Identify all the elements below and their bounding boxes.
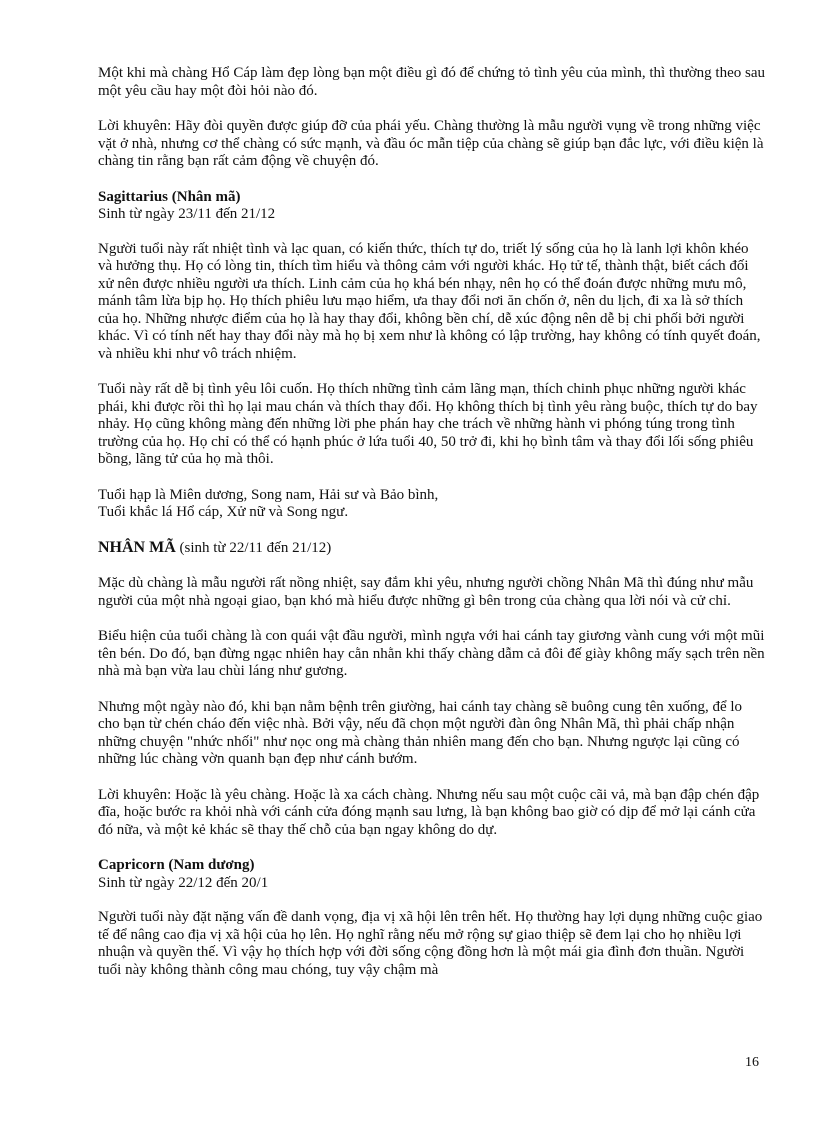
paragraph-sagittarius-traits: Người tuổi này rất nhiệt tình và lạc quan, có kiến thức, thích tự do, triết lý sống của họ là lanh lợi khôn khéo và hưởng thụ. Họ có lòng tin, thích tìm hiểu và thông cảm với người khác. Họ tử tế, thành thật, biết cách đối xử nên được nhiều người ưa thích. Linh cảm của họ khá bén nhạy, nên họ có thể đoán được những mưu mô, mánh tâm lừa bịp họ. Họ thích phiêu lưu mạo hiểm, ưa thay đổi nơi ăn chốn ở, nên du lịch, đi xa là sở thích của họ. Những nhược điểm của họ là hay thay đổi, không bền chí, dễ xúc động nên dễ bị chi phối bởi người khác. Vì có tính nết hay thay đổi này mà họ bị xem như là không có lập trường, hay không có tính quyết đoán, và nhiều khi như vô trách nhiệm. [98,240,761,362]
paragraph-advice-nhan-ma: Lời khuyên: Hoặc là yêu chàng. Hoặc là xa cách chàng. Nhưng nếu sau một cuộc cãi vả, mà bạn đập chén đập đĩa, hoặc bước ra khỏi nhà với cánh cửa đóng mạnh sau lưng, là bạn không bao giờ có dịp để mở lại cánh cửa đó nữa, và một kẻ khác sẽ thay thế chỗ của bạn ngay không do dự. [98,786,760,838]
incompatible-signs: Tuổi khắc lá Hổ cáp, Xử nữ và Song ngư. [98,504,349,520]
section-title-sagittarius: Sagittarius (Nhân mã) [98,188,241,205]
paragraph-intro: Một khi mà chàng Hổ Cáp làm đẹp lòng bạn một điều gì đó để chứng tỏ tình yêu của mình, thì thường theo sau một yêu cầu hay một đòi hỏi nào đó. [98,65,766,99]
section-dates-sagittarius: Sinh từ ngày 23/11 đến 21/12 [98,206,276,222]
section-title-nhan-ma: NHÂN MÃ [98,538,176,556]
document-page [98,65,766,979]
paragraph-capricorn-traits: Người tuổi này đặt nặng vấn đề danh vọng, địa vị xã hội lên trên hết. Họ thường hay lợi dụng những cuộc giao tế để nâng cao địa vị xã hội của họ lên. Họ nghĩ rằng nếu mở rộng sự giao thiệp sẽ đem lại cho họ nhiều lợi nhuận và quyền thế. Vì vậy họ thích hợp với đời sống cộng đồng hơn là một mái gia đình đơn thuần. Người tuổi này không thành công mau chóng, tuy vậy chậm mà [98,909,763,978]
section-capricorn-header [98,857,766,892]
section-nhan-ma-header [98,539,766,558]
paragraph-sagittarius-love: Tuổi này rất dễ bị tình yêu lôi cuốn. Họ thích những tình cảm lãng mạn, thích chinh phục những người khác phái, khi được rồi thì họ lại mau chán và thích thay đổi. Họ không thích bị tình yêu ràng buộc, thích tự do bay nhảy. Họ cũng không màng đến những lời phe phán hay che trách về những hành vi phóng túng trong tình trường của họ. Họ chỉ có thể có hạnh phúc ở lứa tuổi 40, 50 trở đi, khi họ bình tâm và thay đổi lối sống phiêu bồng, lãng tử của họ mà thôi. [98,381,758,467]
paragraph-nhan-ma-husband: Mặc dù chàng là mẫu người rất nồng nhiệt, say đắm khi yêu, nhưng người chồng Nhân Mã thì đúng như mẫu người của một nhà ngoại giao, bạn khó mà hiểu được những gì bên trong của chàng qua lời nói và cử chỉ. [98,575,754,609]
compatibility-block [98,487,766,522]
section-sagittarius-header [98,189,766,224]
compatible-signs: Tuổi hạp là Miên dương, Song nam, Hải sư và Bảo bình, [98,486,439,503]
paragraph-nhan-ma-care: Nhưng một ngày nào đó, khi bạn nằm bệnh trên giường, hai cánh tay chàng sẽ buông cung tên xuống, để lo cho bạn từ chén cháo đến việc nhà. Bởi vậy, nếu đã chọn một người đàn ông Nhân Mã, thì phải chấp nhận những chuyện "nhức nhối" như nọc ong mà chàng thản nhiên mang đến cho bạn. Nhưng ngược lại cũng có những lúc chàng vờn quanh bạn đẹp như cánh bướm. [98,698,743,767]
section-dates-nhan-ma: (sinh từ 22/11 đến 21/12) [179,539,332,556]
page-number: 16 [745,1055,759,1070]
section-title-capricorn: Capricorn (Nam dương) [98,857,255,873]
section-dates-capricorn: Sinh từ ngày 22/12 đến 20/1 [98,874,269,891]
paragraph-advice-scorpio: Lời khuyên: Hãy đòi quyền được giúp đỡ của phái yếu. Chàng thường là mẫu người vụng về trong những việc vặt ở nhà, nhưng cơ thể chàng có sức mạnh, và đầu óc mẫn tiệp của chàng sẽ giúp bạn đắc lực, với điều kiện là chàng tin rằng bạn rất cảm động về chuyện đó. [98,118,764,169]
paragraph-nhan-ma-symbol: Biểu hiện của tuổi chàng là con quái vật đầu người, mình ngựa với hai cánh tay giương vành cung với một mũi tên bén. Do đó, bạn đừng ngạc nhiên hay cằn nhằn khi thấy chàng dẫm cả đôi đế giày không mấy sạch trên nền nhà mà bạn vừa lau chùi láng như gương. [98,628,765,679]
